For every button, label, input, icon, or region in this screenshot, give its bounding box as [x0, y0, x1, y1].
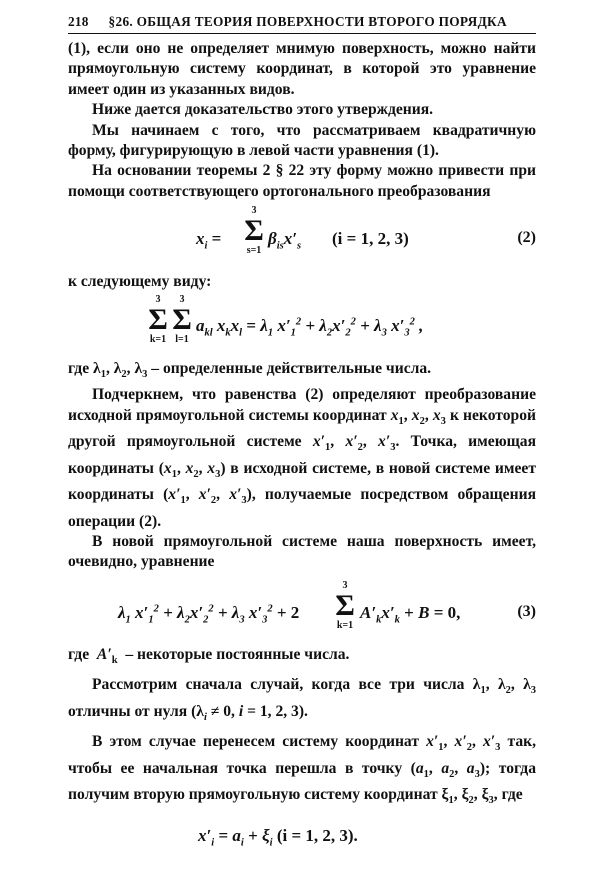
equation-2-range: (i = 1, 2, 3)	[332, 229, 409, 249]
paragraph-6: где $\lambda_1$, $\lambda_2$, $\lambda_3$ – определенные действительные числа.	[68, 359, 432, 380]
paragraph-11b: так, чтобы ее начальная точка перешла в точку	[68, 733, 537, 777]
paragraph-10: Рассмотрим сначала случай, когда все три числа $\lambda_1$, $\lambda_2$, $\lambda_3$ отличны от нуля ($\lambda_i \ne 0$, i = 1, 2, 3).	[68, 676, 536, 723]
paragraph-1: (1), если оно не определяет мнимую поверхность, можно найти прямоугольную систему координат, в которой это уравнение имеет один из указанных видов.	[68, 40, 536, 98]
paragraph-6-rest: – определенные действительные числа.	[147, 359, 432, 377]
section-title: §26. ОБЩАЯ ТЕОРИЯ ПОВЕРХНОСТИ ВТОРОГО ПОРЯДКА	[108, 14, 507, 29]
paragraph-11d: где	[501, 786, 523, 804]
paragraph-8: В новой прямоугольной системе наша поверхность имеет, очевидно, уравнение	[68, 533, 536, 571]
paragraph-10b: отличны от нуля	[68, 702, 188, 720]
paragraph-11: В этом случае перенесем систему координат $x'_1$, $x'_2$, $x'_3$ так, чтобы ее начальная точка перешла в точку ($a_1$, $a_2$, $a_3$); тогда получим вторую прямоугольную систему координат $\xi_1$, $\xi_2$, $\xi_3$, где	[68, 733, 537, 807]
paragraph-7e: получаемые посредством обращения операции (2).	[68, 486, 537, 530]
equation-2-number: (2)	[517, 229, 536, 247]
paragraph-9-post: – некоторые постоянные числа.	[125, 645, 350, 663]
paragraph-7c: Точка, имеющая координаты	[68, 433, 537, 477]
paragraph-11a: В этом случае перенесем систему координат	[92, 733, 419, 751]
equation-shift: $x'_i = a_i + \xi_i$ (i = 1, 2, 3).	[198, 825, 358, 849]
paragraph-7b: к некоторой другой прямоугольной системе	[68, 406, 536, 451]
equation-quadratic-form: 3 Σ k=1 3 Σ l=1 $a_{kl}$ $x_kx_l = \lambda_1$ $x'_1^2 + \lambda_2x'_2^2 + \lambda_3$ $x'_3^2$ ,	[148, 293, 424, 345]
paragraph-7: Подчеркнем, что равенства (2) определяют преобразование исходной прямоугольной системы координат $x_1$, $x_2$, $x_3$ к некоторой другой прямоугольной системе $x'_1$, $x'_2$, $x'_3$. Точка, имеющая координаты ($x_1$, $x_2$, $x_3$) в исходной системе, в новой системе имеет координаты ($x'_1$, $x'_2$, $x'_3$), получаемые посредством обращения операции (2).	[68, 386, 537, 530]
equation-shift-range: (i = 1, 2, 3).	[276, 825, 358, 845]
paragraph-3: Мы начинаем с того, что рассматриваем квадратичную форму, фигурирующую в левой части уравнения (1).	[68, 121, 536, 160]
equation-3-number: (3)	[517, 602, 536, 620]
paragraph-10a: Рассмотрим сначала случай, когда все три числа	[92, 676, 465, 694]
paragraph-6-lead: где λ	[68, 359, 101, 377]
paragraph-9-pre: где	[68, 645, 90, 663]
paragraph-7d: в исходной системе, в новой системе имеет координаты	[68, 459, 536, 504]
paragraph-7a: Подчеркнем, что равенства (2) определяют преобразование исходной прямоугольной системы координат	[68, 386, 536, 424]
equation-3: $\lambda_1$ $x'_1^2 + \lambda_2x'_2^2 + \lambda_3$ $x'_3^2 + 2$ 3 Σ k=1 $A'_kx'_k + B = 0$, (3)	[118, 579, 536, 631]
paragraph-2: Ниже дается доказательство этого утверждения.	[92, 101, 434, 119]
paragraph-5: к следующему виду:	[68, 273, 212, 291]
running-header	[68, 14, 536, 34]
paragraph-4: На основании теоремы 2 § 22 эту форму можно привести при помощи соответствующего ортогонального преобразования	[68, 162, 536, 200]
document-page	[68, 14, 536, 862]
equation-2: $x_i$ = 3 Σ s=1 $\beta_{is}x'_s$ (i = 1, 2, 3) (2)	[196, 205, 536, 257]
page-number: 218	[68, 14, 89, 29]
paragraph-9: где $A'_k$ – некоторые постоянные числа.	[68, 645, 350, 666]
paragraph-11c: тогда получим вторую прямоугольную систему координат	[68, 759, 536, 804]
